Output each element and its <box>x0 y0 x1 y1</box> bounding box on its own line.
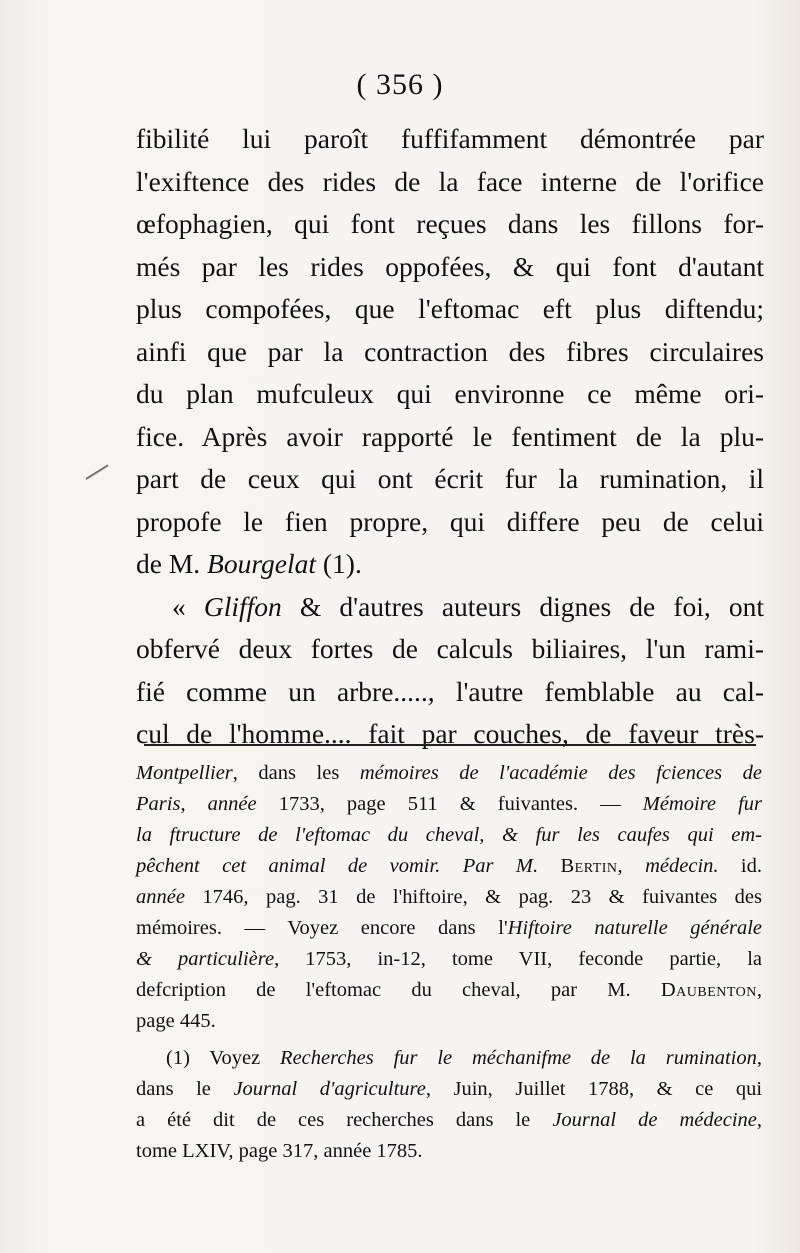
text-line <box>136 671 764 714</box>
text-line <box>136 416 764 459</box>
text-segment: Recherches fur le méchanifme de la rumination <box>280 1047 757 1069</box>
footnote-line <box>136 789 762 820</box>
text-segment: page 445. <box>136 1010 216 1032</box>
text-segment: Paris <box>136 793 181 815</box>
text-segment: Bourgelat <box>207 548 317 579</box>
text-segment: du plan mufculeux qui environne ce même ori- <box>136 378 764 409</box>
text-segment: année <box>136 886 185 908</box>
text-segment: , 1753, in-12, tome VII, feconde partie, la <box>274 948 762 970</box>
text-segment: dans le <box>136 1078 234 1100</box>
footnote-line <box>136 1043 762 1074</box>
text-line <box>136 203 764 246</box>
text-segment: fibilité lui paroît fuffifamment démontrée par <box>136 123 764 154</box>
text-line <box>136 118 764 161</box>
text-segment: fié comme un arbre....., l'autre femblable au cal- <box>136 675 764 707</box>
text-segment: Bertin <box>560 855 618 877</box>
text-segment: pêchent cet animal de vomir. Par M. <box>136 855 561 877</box>
text-segment: Daubenton <box>660 979 757 1001</box>
text-segment: Hiftoire naturelle générale <box>507 917 763 939</box>
text-segment: , <box>180 793 208 815</box>
main-text <box>136 118 764 756</box>
text-segment: fice. Après avoir rapporté le fentiment de la plu- <box>136 420 764 452</box>
text-segment: année <box>207 793 257 815</box>
text-segment: de M. <box>136 548 208 579</box>
text-segment: més par les rides oppofées, & qui font d'autant <box>136 250 764 282</box>
footnote-line <box>136 1105 762 1136</box>
text-segment: Mémoire fur <box>642 793 763 815</box>
footnote-line <box>136 851 762 882</box>
text-line <box>136 458 764 501</box>
text-segment: Montpellier <box>136 762 233 784</box>
text-segment: , dans les <box>232 762 360 784</box>
text-segment: l'exiftence des rides de la face interne de l'orifice <box>136 165 764 197</box>
footnote-line <box>136 1074 762 1105</box>
text-segment: tome LXIV, page 317, année 1785. <box>136 1140 423 1162</box>
text-line <box>136 628 764 671</box>
text-line <box>136 161 764 204</box>
footnotes <box>136 758 762 1167</box>
text-segment: 1746, pag. 31 de l'hiftoire, & pag. 23 & fuivantes des <box>184 886 762 908</box>
text-segment: & particulière <box>136 948 275 970</box>
text-segment: , Juin, Juillet 1788, & ce qui <box>425 1078 763 1100</box>
text-segment: , <box>617 855 646 877</box>
footnote-line <box>136 944 762 975</box>
text-line <box>136 543 764 586</box>
footnote-rule <box>144 744 756 746</box>
text-segment: « <box>172 590 204 622</box>
text-segment: mémoires. — Voyez encore dans l' <box>136 917 508 939</box>
footnote-line <box>136 1136 762 1167</box>
text-segment: , <box>756 1047 762 1069</box>
text-segment: a été dit de ces recherches dans le <box>136 1109 553 1131</box>
text-line <box>136 713 764 756</box>
text-line <box>136 373 764 416</box>
text-segment: part de ceux qui ont écrit fur la rumination, il <box>136 463 764 494</box>
text-line <box>136 246 764 289</box>
footnote-line <box>136 758 762 789</box>
footnote-line <box>136 882 762 913</box>
text-segment: Gliffon <box>203 590 282 622</box>
text-line <box>136 501 764 544</box>
text-segment: œfophagien, qui font reçues dans les fillons for- <box>136 208 764 239</box>
text-line <box>136 586 764 629</box>
text-segment: Journal d'agriculture <box>233 1078 426 1100</box>
footnote-line <box>136 975 762 1006</box>
footnote-line <box>136 1006 762 1037</box>
text-segment: defcription de l'eftomac du cheval, par M. <box>136 979 661 1001</box>
text-segment: médecin. <box>645 855 719 877</box>
text-segment: , <box>756 1109 762 1131</box>
text-segment: 1733, page 511 & fuivantes. — <box>256 793 643 815</box>
text-segment: , <box>756 979 762 1001</box>
text-segment: Journal de médecine <box>552 1109 757 1131</box>
text-segment: & d'autres auteurs dignes de foi, ont <box>281 590 764 622</box>
text-segment: id. <box>718 855 763 877</box>
text-line <box>136 288 764 331</box>
text-segment: ainfi que par la contraction des fibres circulaires <box>136 335 764 367</box>
text-segment: cul de l'homme.... fait par couches, de faveur très- <box>136 718 764 749</box>
text-segment: la ftructure de l'eftomac du cheval, & fur les caufes qui em- <box>136 824 762 846</box>
footnote-line <box>136 913 762 944</box>
text-segment: mémoires de l'académie des fciences de <box>359 762 762 784</box>
footnote-line <box>136 820 762 851</box>
text-segment: propofe le fien propre, qui differe peu de celui <box>136 505 764 537</box>
margin-pencil-mark <box>85 464 108 479</box>
text-segment: obfervé deux fortes de calculs biliaires, l'un rami- <box>136 633 764 664</box>
text-segment: (1). <box>316 548 362 579</box>
text-segment: (1) Voyez <box>166 1047 281 1069</box>
page-number: ( 356 ) <box>356 68 444 101</box>
text-line <box>136 331 764 374</box>
text-segment: plus compofées, que l'eftomac eft plus diftendu; <box>136 293 764 324</box>
